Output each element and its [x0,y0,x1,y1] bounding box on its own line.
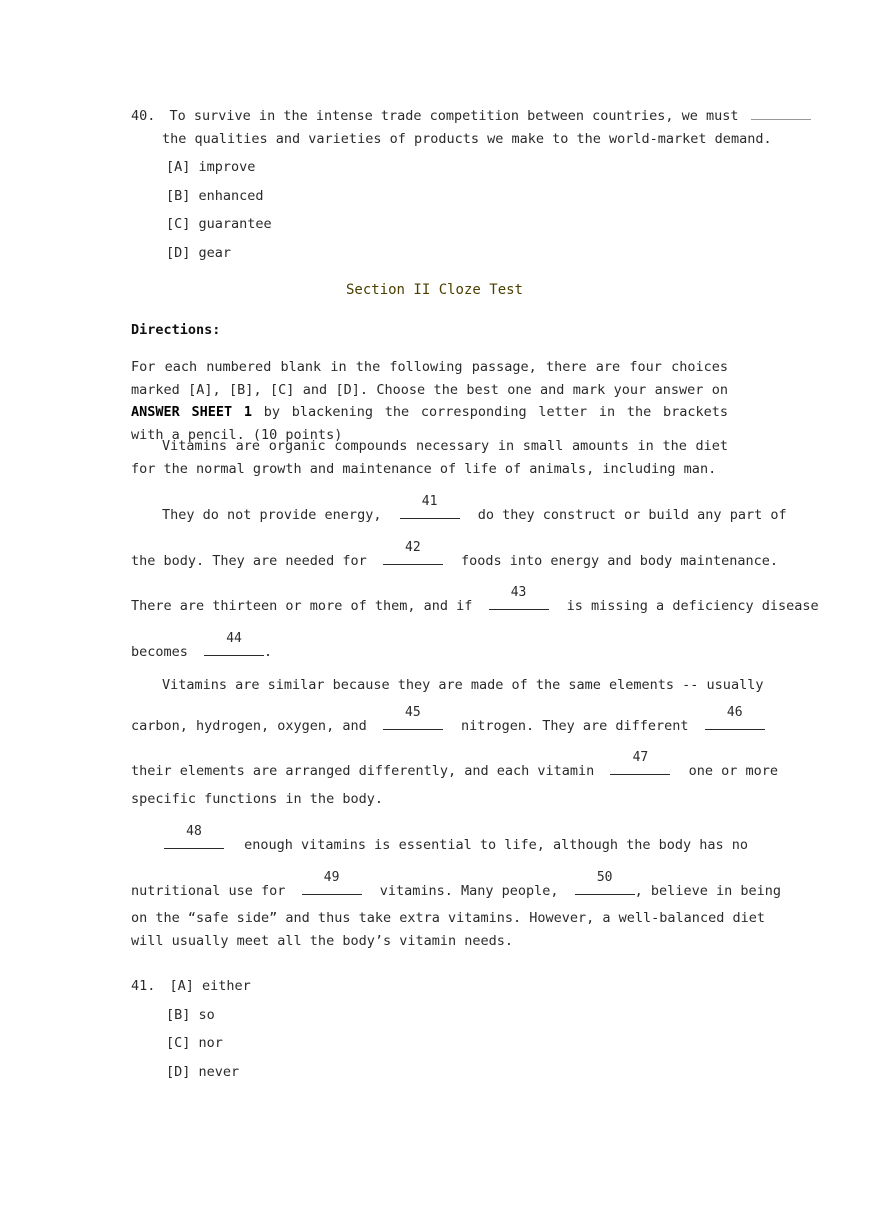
passage-line [131,540,778,573]
passage-line [131,750,778,783]
passage-text: do they construct or build any part of [477,507,787,523]
blank-45 [383,705,443,730]
passage-text: They do not provide energy, [162,507,382,523]
blank-49 [302,870,362,895]
blank-42 [383,540,443,565]
blank-number: 47 [632,750,649,765]
passage-line: will usually meet all the body’s vitamin needs. [131,933,514,949]
question-40-line2: the qualities and varieties of products we make to the world-market demand. [162,131,772,147]
passage-line [162,494,787,527]
passage-line: on the “safe side” and thus take extra vitamins. However, a well-balanced diet [131,910,765,926]
directions-text-part: For each numbered blank in the following passage, there are four choices marked [A], [B], [C] and [D]. Choose the best one and mark your answer on [131,359,728,398]
passage-text: the body. They are needed for [131,553,367,569]
option-a: [A] either [169,978,251,994]
option-b: [B] so [166,1007,215,1023]
option-c: [C] guarantee [166,216,272,232]
blank-number: 46 [726,705,743,720]
passage-text: foods into energy and body maintenance. [460,553,778,569]
passage-text: , believe in being [634,883,781,899]
blank-number: 49 [323,870,340,885]
passage-line [131,631,728,664]
option-b: [B] enhanced [166,188,264,204]
option-d: [D] never [166,1064,240,1080]
option-c: [C] nor [166,1035,223,1051]
passage-line [131,585,819,618]
blank-number: 45 [405,705,421,720]
blank-number: 50 [596,870,613,885]
passage-text: nutritional use for [131,883,286,899]
question-number: 41. [131,978,156,994]
passage-line: Vitamins are similar because they are made of the same elements -- usually [162,677,764,693]
passage-text: their elements are arranged differently, and each vitamin [131,763,595,779]
question-40-line1 [131,105,813,128]
passage-text: carbon, hydrogen, oxygen, and [131,718,367,734]
blank-number: 44 [226,631,242,646]
blank-47 [610,750,670,775]
passage-text: . [264,644,273,660]
passage-line [131,870,781,903]
blank-41 [400,494,460,519]
passage-text: one or more [688,763,778,779]
blank-number: 42 [405,540,421,555]
option-d: [D] gear [166,245,232,261]
passage-text: There are thirteen or more of them, and if [131,598,473,614]
question-41-line1 [131,975,251,998]
section-title: Section II Cloze Test [345,282,523,298]
option-a: [A] improve [166,159,256,175]
directions-text-part: by blackening the corresponding letter in the brackets with a pencil. (10 points) [131,404,728,443]
directions-label: Directions: [131,322,221,338]
blank-number: 48 [186,824,202,839]
passage-line: specific functions in the body. [131,791,383,807]
blank-50 [575,870,635,895]
blank-46 [705,705,765,730]
answer-sheet-label: ANSWER SHEET 1 [131,404,253,420]
passage-line [131,705,743,738]
blank-43 [489,585,549,610]
blank-number: 41 [421,494,438,509]
passage-text: vitamins. Many people, [379,883,559,899]
blank-number: 43 [510,585,527,600]
passage-text: is missing a deficiency disease [566,598,819,614]
passage-line [164,824,749,857]
blank-44 [204,631,264,656]
passage-text: becomes [131,644,188,660]
blank-48 [164,824,224,849]
passage-paragraph-1: Vitamins are organic compounds necessary in small amounts in the diet for the normal growth and maintenance of life of animals, including man. [131,438,728,477]
question-text: To survive in the intense trade competition between countries, we must [169,108,739,124]
passage-text: enough vitamins is essential to life, although the body has no [244,837,749,853]
question-number: 40. [131,108,156,124]
directions-text [131,356,728,446]
answer-blank [751,119,811,120]
passage-text: nitrogen. They are different [460,718,689,734]
